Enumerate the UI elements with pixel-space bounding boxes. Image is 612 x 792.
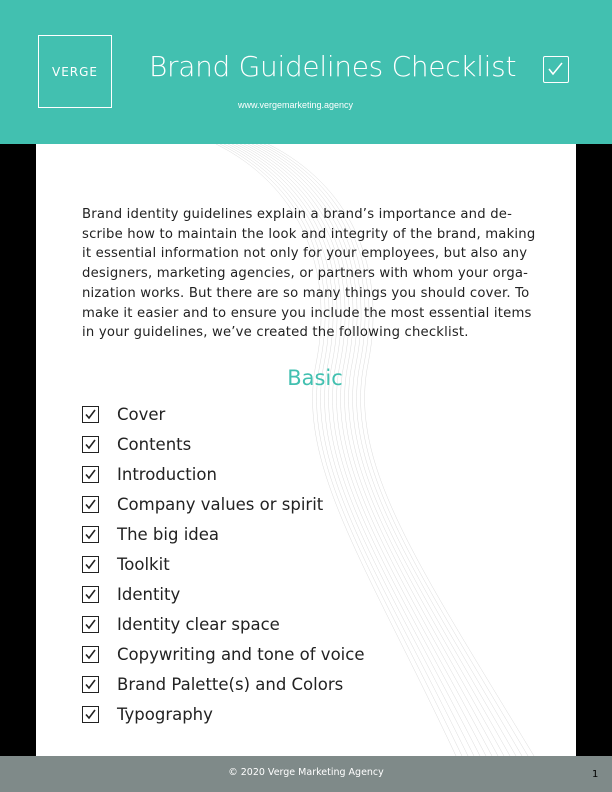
checkbox-checked[interactable] bbox=[82, 496, 99, 513]
intro-paragraph bbox=[82, 205, 536, 343]
checklist-item bbox=[82, 399, 364, 429]
checkbox-checked[interactable] bbox=[82, 406, 99, 423]
checklist-item-label: Copywriting and tone of voice bbox=[117, 644, 365, 664]
checklist-item-label: Company values or spirit bbox=[117, 494, 324, 514]
checklist-item-label: Typography bbox=[117, 704, 213, 724]
checkbox-checked[interactable] bbox=[82, 526, 99, 543]
checklist-item bbox=[82, 699, 364, 729]
checklist-item bbox=[82, 459, 364, 489]
footer bbox=[0, 756, 612, 792]
checklist-item-label: Toolkit bbox=[117, 554, 170, 574]
checklist-item-label: Introduction bbox=[117, 464, 217, 484]
checklist-item-label: Contents bbox=[117, 434, 192, 454]
intro-line: designers, marketing agencies, or partners with whom your orga- bbox=[82, 266, 529, 282]
checkbox-checked[interactable] bbox=[82, 706, 99, 723]
intro-line: Brand identity guidelines explain a brand’s importance and de- bbox=[82, 207, 513, 222]
checklist-item-label: Brand Palette(s) and Colors bbox=[117, 674, 344, 694]
checklist-item-label: Identity clear space bbox=[117, 614, 280, 634]
intro-line: nization works. But there are so many things you should cover. To bbox=[82, 285, 530, 301]
verge-logo: VERGE bbox=[38, 35, 112, 108]
checkbox-checked[interactable] bbox=[82, 586, 99, 603]
checklist bbox=[82, 399, 364, 729]
checkbox-checked[interactable] bbox=[82, 646, 99, 663]
checklist-item-label: Identity bbox=[117, 584, 181, 604]
intro-line: in your guidelines, we’ve created the following checklist. bbox=[82, 325, 469, 341]
checklist-item bbox=[82, 639, 364, 669]
checklist-item bbox=[82, 549, 364, 579]
checkbox-checked[interactable] bbox=[82, 436, 99, 453]
checklist-item bbox=[82, 579, 364, 609]
intro-line: it essential information not only for your employees, but also any bbox=[82, 246, 528, 262]
checkbox-checked[interactable] bbox=[82, 616, 99, 633]
page-body bbox=[36, 144, 576, 756]
checkbox-checked[interactable] bbox=[82, 676, 99, 693]
intro-line: make it easier and to ensure you include the most essential items bbox=[82, 305, 532, 321]
intro-line: scribe how to maintain the look and integrity of the brand, making bbox=[82, 226, 536, 242]
website-link[interactable]: www.vergemarketing.agency bbox=[238, 100, 354, 110]
checkbox-checked[interactable] bbox=[82, 466, 99, 483]
section-heading: Basic bbox=[287, 366, 343, 390]
copyright: © 2020 Verge Marketing Agency bbox=[228, 767, 384, 778]
checklist-item-label: The big idea bbox=[117, 524, 220, 544]
checklist-item bbox=[82, 669, 364, 699]
checklist-item bbox=[82, 429, 364, 459]
checkbox-icon bbox=[543, 56, 569, 83]
page-number: 1 bbox=[592, 769, 599, 780]
header bbox=[0, 0, 612, 144]
checklist-item bbox=[82, 489, 364, 519]
checkbox-checked[interactable] bbox=[82, 556, 99, 573]
checklist-item bbox=[82, 519, 364, 549]
checklist-item bbox=[82, 609, 364, 639]
page-title: Brand Guidelines Checklist bbox=[149, 50, 517, 83]
checklist-item-label: Cover bbox=[117, 404, 166, 424]
